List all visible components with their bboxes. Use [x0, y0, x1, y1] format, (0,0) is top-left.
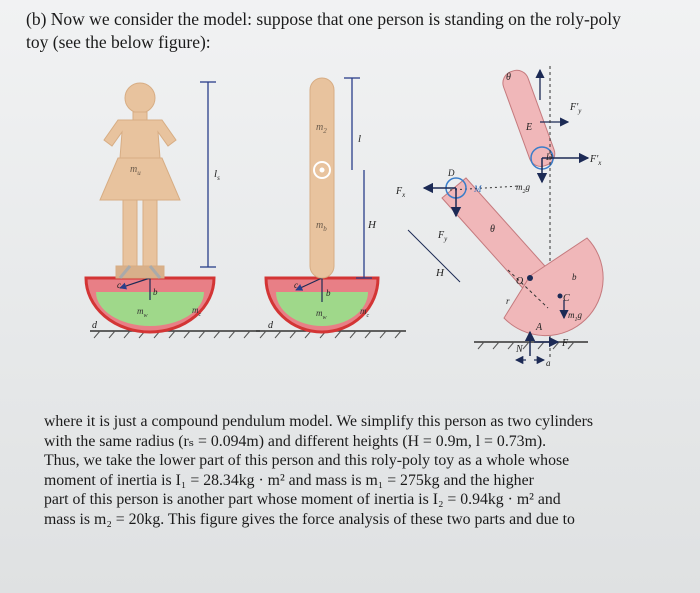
svg-text:Fx: $F_x$ [396, 186, 406, 199]
paragraph-line-6: mass is m₂ = 20kg. This figure gives the force analysis of these two parts and due to [44, 510, 575, 528]
svg-text:mw: $m_w$ [137, 306, 148, 319]
person-figure [100, 83, 180, 278]
paragraph-line-5: part of this person is another part whose moment of inertia is I₂ = 0.94kg · m² and [44, 491, 561, 509]
ground-hatch [478, 342, 574, 349]
svg-text:mb: $m_b$ [316, 220, 327, 233]
svg-text:a: a [546, 358, 551, 368]
svg-text:mw: $m_w$ [316, 308, 327, 321]
svg-text:r: r [506, 296, 510, 306]
svg-text:F'y: $F'_y$ [570, 102, 582, 115]
svg-text:mu: $m_u$ [130, 164, 141, 177]
svg-text:F'x: $F'_x$ [590, 154, 602, 167]
svg-text:c: c [294, 280, 298, 290]
svg-text:θ: θ [506, 72, 511, 83]
svg-text:C: C [563, 293, 570, 304]
ground-hatch [94, 331, 250, 338]
svg-text:l: l [358, 133, 362, 145]
svg-text:b: b [572, 272, 577, 282]
paragraph-line-1: where it is just a compound pendulum model. We simplify this person as two cylinders [44, 413, 594, 430]
svg-text:c: c [117, 280, 121, 290]
right-panel [395, 66, 603, 368]
heading-line-2: toy (see the below figure): [26, 32, 211, 52]
svg-text:d: d [92, 320, 97, 331]
roly-poly-figure [20, 60, 640, 385]
svg-text:d: d [268, 320, 273, 331]
svg-text:b: b [153, 287, 158, 297]
svg-text:mc: $m_c$ [360, 306, 370, 319]
paragraph-line-3: Thus, we take the lower part of this person and this roly-poly toy as a whole whose [44, 452, 570, 470]
svg-text:mc: $m_c$ [192, 305, 202, 318]
problem-paragraph [44, 412, 684, 530]
svg-text:N: N [516, 344, 523, 355]
svg-text:H: H [368, 219, 376, 231]
middle-panel [256, 78, 406, 338]
svg-text:ls: $l_s$ [214, 168, 220, 182]
svg-text:F: F [562, 338, 569, 349]
svg-text:m2: $m_2$ [316, 122, 327, 135]
svg-text:Fy: $F_y$ [438, 230, 448, 243]
svg-text:A: A [536, 322, 543, 333]
paragraph-line-2: with the same radius (rₛ = 0.094m) and different heights (H = 0.9m, l = 0.73m). [44, 432, 547, 450]
paragraph-line-4: moment of inertia is I₁ = 28.34kg · m² and mass is m₁ = 275kg and the higher [44, 471, 534, 489]
svg-text:D: D [546, 152, 553, 162]
svg-text:M: M [474, 184, 482, 194]
svg-text:H: H [436, 267, 444, 279]
svg-text:E: E [526, 122, 533, 133]
svg-text:D: D [448, 168, 455, 178]
left-panel [86, 82, 260, 338]
svg-text:θ: θ [490, 224, 495, 235]
problem-heading [26, 8, 676, 54]
svg-text:b: b [326, 288, 331, 298]
svg-text:m2g: $m_2g$ [516, 182, 530, 195]
svg-text:m1g: $m_1g$ [568, 310, 582, 323]
heading-line-1: (b) Now we consider the model: suppose that one person is standing on the roly-poly [26, 9, 621, 29]
svg-text:O: O [516, 276, 524, 287]
